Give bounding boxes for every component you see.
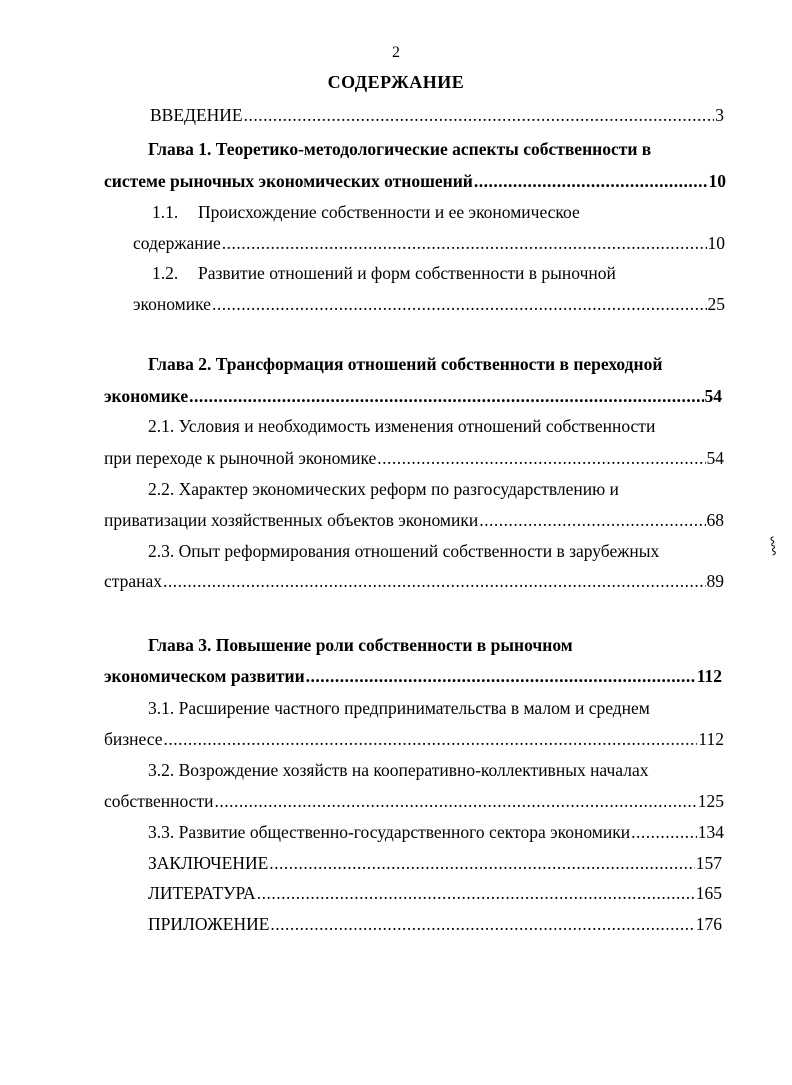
leader-dots [306, 665, 696, 687]
toc-entry-page: 10 [708, 171, 726, 191]
section-2-3-title: 2.3. Опыт реформирования отношений собственности в зарубежных [148, 541, 660, 561]
toc-entry-label: странах [104, 571, 163, 591]
section-3-3-entry [148, 821, 724, 843]
leader-dots [377, 447, 705, 469]
section-2-2-entry [104, 509, 724, 531]
toc-entry-page: 112 [698, 729, 724, 749]
toc-entry-label: бизнесе [104, 729, 163, 749]
leader-dots [479, 509, 705, 531]
chapter-1-entry [104, 170, 726, 192]
chapter-3-entry [104, 665, 722, 687]
leader-dots [257, 882, 695, 904]
leader-dots [164, 728, 698, 750]
section-2-1-title: 2.1. Условия и необходимость изменения отношений собственности [148, 416, 656, 436]
section-2-2-title: 2.2. Характер экономических реформ по разгосударствлению и [148, 479, 619, 499]
section-1-1-entry [133, 232, 725, 254]
section-number: 1.2. [152, 263, 179, 283]
leader-dots [212, 293, 707, 315]
leader-dots [222, 232, 707, 254]
toc-entry-page: 112 [696, 666, 722, 686]
leader-dots [270, 913, 694, 935]
leader-dots [269, 852, 694, 874]
chapter-2-title: Глава 2. Трансформация отношений собственности в переходной [148, 354, 663, 374]
scan-artifact-mark: ⸾ [769, 536, 778, 555]
toc-entry-label: системе рыночных экономических отношений [104, 171, 473, 191]
section-2-3-entry [104, 570, 724, 592]
section-3-1-entry [104, 728, 724, 750]
toc-entry-page: 54 [704, 386, 722, 406]
toc-entry-page: 54 [706, 448, 724, 468]
leader-dots [474, 170, 708, 192]
section-2-1-entry [104, 447, 724, 469]
toc-entry-page: 3 [715, 105, 724, 125]
page-title: СОДЕРЖАНИЕ [327, 72, 465, 92]
toc-entry-appendix [148, 913, 722, 935]
toc-entry-label: экономике [133, 294, 211, 314]
leader-dots [163, 570, 705, 592]
section-3-2-title: 3.2. Возрождение хозяйств на кооперативно-коллективных началах [148, 760, 649, 780]
section-title-text: Развитие отношений и форм собственности в рыночной [198, 263, 616, 283]
toc-entry-label: экономическом развитии [104, 666, 305, 686]
toc-entry-label: ВВЕДЕНИЕ [150, 105, 243, 125]
toc-entry-conclusion [148, 852, 722, 874]
page-number: 2 [392, 44, 400, 61]
toc-entry-label: ЛИТЕРАТУРА [148, 883, 256, 903]
toc-entry-label: ЗАКЛЮЧЕНИЕ [148, 853, 269, 873]
toc-entry-label: 3.3. Развитие общественно-государственного сектора экономики [148, 822, 631, 842]
toc-entry-page: 25 [707, 294, 725, 314]
leader-dots [631, 821, 697, 843]
toc-entry-label: экономике [104, 386, 189, 406]
section-number: 1.1. [152, 202, 179, 222]
chapter-2-entry [104, 385, 722, 407]
section-title-text: Происхождение собственности и ее экономическое [198, 202, 580, 222]
toc-entry-page: 125 [697, 791, 724, 811]
toc-entry-page: 157 [695, 853, 722, 873]
toc-entry-page: 68 [706, 510, 724, 530]
toc-entry-label: собственности [104, 791, 214, 811]
chapter-1-title: Глава 1. Теоретико-методологические аспекты собственности в [148, 139, 652, 159]
toc-entry-intro [150, 104, 724, 126]
toc-entry-literature [148, 882, 722, 904]
section-3-2-entry [104, 790, 724, 812]
toc-entry-page: 134 [697, 822, 724, 842]
toc-entry-page: 89 [706, 571, 724, 591]
leader-dots [189, 385, 703, 407]
section-1-2-title [152, 262, 616, 284]
section-3-1-title: 3.1. Расширение частного предпринимательства в малом и среднем [148, 698, 650, 718]
chapter-3-title: Глава 3. Повышение роли собственности в рыночном [148, 635, 573, 655]
leader-dots [214, 790, 696, 812]
toc-entry-page: 10 [707, 233, 725, 253]
toc-entry-label: содержание [133, 233, 221, 253]
toc-entry-page: 165 [695, 883, 722, 903]
toc-entry-label: ПРИЛОЖЕНИЕ [148, 914, 270, 934]
toc-entry-label: при переходе к рыночной экономике [104, 448, 377, 468]
toc-entry-page: 176 [695, 914, 722, 934]
leader-dots [244, 104, 715, 126]
section-1-2-entry [133, 293, 725, 315]
toc-entry-label: приватизации хозяйственных объектов экономики [104, 510, 479, 530]
section-1-1-title [152, 201, 580, 223]
